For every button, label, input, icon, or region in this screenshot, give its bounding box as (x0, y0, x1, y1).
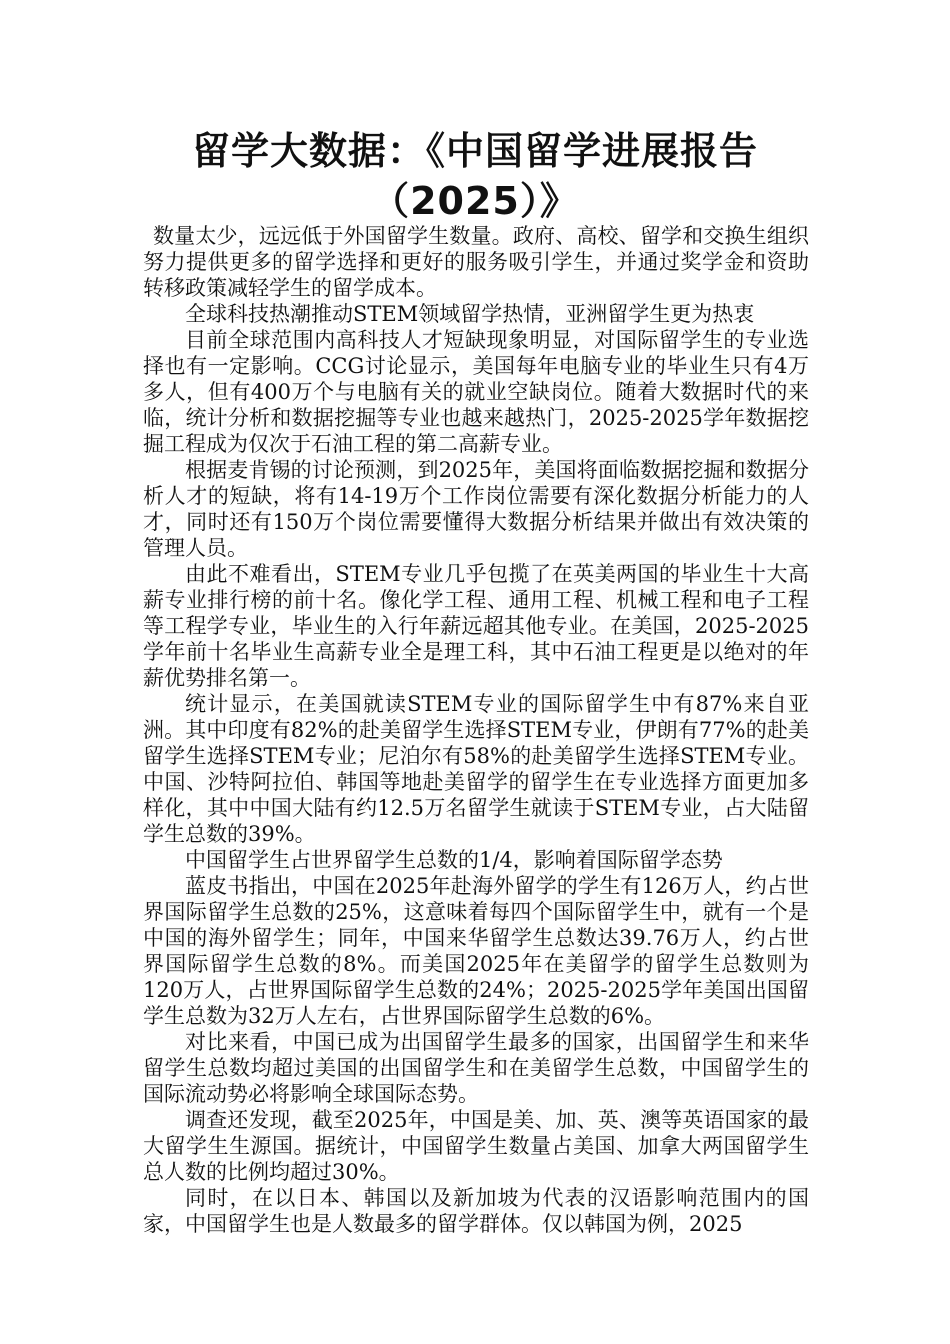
paragraph: 由此不难看出，STEM专业几乎包揽了在英美两国的毕业生十大高薪专业排行榜的前十名。像化学工程、通用工程、机械工程和电子工程等工程学专业，毕业生的入行年薪远超其他专业。在美国，2025-2025学年前十名毕业生高薪专业全是理工科，其中石油工程更是以绝对的年薪优势排名第一。 (143, 562, 809, 690)
paragraph: 调查还发现，截至2025年，中国是美、加、英、澳等英语国家的最大留学生生源国。据统计，中国留学生数量占美国、加拿大两国留学生总人数的比例均超过30%。 (143, 1108, 809, 1184)
document-title-line-1: 留学大数据：《中国留学进展报告 (191, 129, 758, 173)
paragraph: 根据麦肯锡的讨论预测，到2025年，美国将面临数据挖掘和数据分析人才的短缺，将有14-19万个工作岗位需要有深化数据分析能力的人才，同时还有150万个岗位需要懂得大数据分析结果并做出有效决策的管理人员。 (143, 458, 809, 560)
paragraph: 统计显示，在美国就读STEM专业的国际留学生中有87%来自亚洲。其中印度有82%的赴美留学生选择STEM专业，伊朗有77%的赴美留学生选择STEM专业；尼泊尔有58%的赴美留学生选择STEM专业。中国、沙特阿拉伯、韩国等地赴美留学的留学生在专业选择方面更加多样化，其中中国大陆有约12.5万名留学生就读于STEM专业，占大陆留学生总数的39%。 (143, 692, 809, 846)
section-heading-share: 中国留学生占世界留学生总数的1/4，影响着国际留学态势 (185, 848, 723, 872)
document-title-line-2: （2025）》 (371, 179, 579, 223)
document-body (143, 223, 809, 1237)
paragraph: 目前全球范围内高科技人才短缺现象明显，对国际留学生的专业选择也有一定影响。CCG讨论显示，美国每年电脑专业的毕业生只有4万多人，但有400万个与电脑有关的就业空缺岗位。随着大数据时代的来临，统计分析和数据挖掘等专业也越来越热门，2025-2025学年数据挖掘工程成为仅次于石油工程的第二高薪专业。 (143, 328, 809, 456)
paragraph: 同时，在以日本、韩国以及新加坡为代表的汉语影响范围内的国家，中国留学生也是人数最多的留学群体。仅以韩国为例，2025 (143, 1186, 809, 1236)
section-heading-stem: 全球科技热潮推动STEM领域留学热情，亚洲留学生更为热衷 (185, 302, 755, 326)
paragraph: 蓝皮书指出，中国在2025年赴海外留学的学生有126万人，约占世界国际留学生总数的25%，这意味着每四个国际留学生中，就有一个是中国的海外留学生；同年，中国来华留学生总数达39.76万人，约占世界国际留学生总数的8%。而美国2025年在美留学的留学生总数则为120万人，占世界国际留学生总数的24%；2025-2025学年美国出国留学生总数为32万人左右，占世界国际留学生总数的6%。 (143, 874, 809, 1028)
paragraph: 对比来看，中国已成为出国留学生最多的国家，出国留学生和来华留学生总数均超过美国的出国留学生和在美留学生总数，中国留学生的国际流动势必将影响全球国际态势。 (143, 1030, 809, 1106)
paragraph-intro: 数量太少，远远低于外国留学生数量。政府、高校、留学和交换生组织努力提供更多的留学选择和更好的服务吸引学生，并通过奖学金和资助转移政策减轻学生的留学成本。 (143, 224, 809, 300)
